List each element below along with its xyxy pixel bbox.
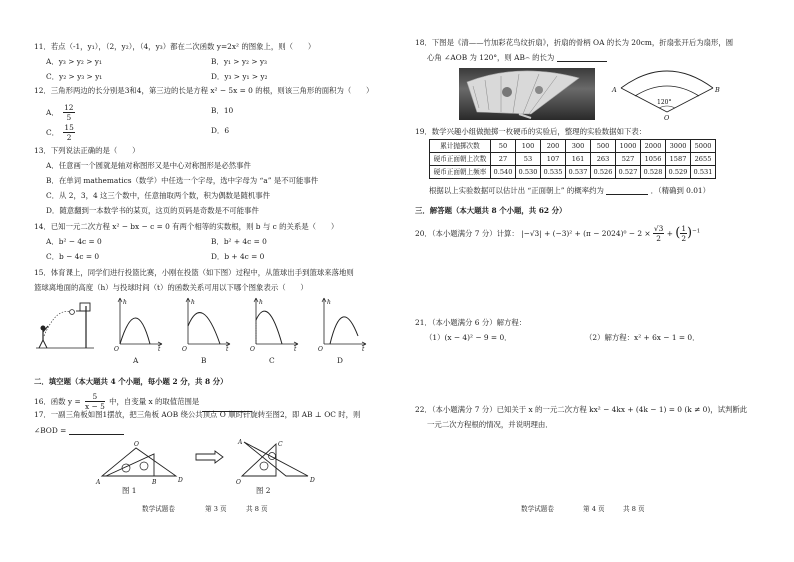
q13-option-d: D．随意翻到一本数学书的某页，这页的页码是奇数是不可能事件 [46,206,259,215]
q20-plus: + [666,228,676,238]
q20-line: 20．（本小题满分 7 分）计算： |−√3| + (−3)² + (π − 2024)⁰ − 2 × $\frac{√3}{2}$ + ( $\frac{1}{2}$ )$^{-1}$ [415,224,701,244]
q14-option-b: B．b² + 4c = 0 [211,237,267,246]
q12-option-c [46,123,75,143]
q13-option-a: A．任意画一个圆就是轴对称图形又是中心对称图形是必然事件 [46,161,251,170]
table-cell: 53 [516,153,541,166]
fig1-o: O [134,441,139,448]
figure-1-caption: 图 1 [122,486,137,495]
q18-answer-blank[interactable] [557,54,607,62]
fig2-o: O [236,479,241,486]
figure-2-caption: 图 2 [256,486,271,495]
right-footer-total: 共 8 页 [623,505,645,513]
q12-a-numerator: 12 [64,103,74,112]
q20-par-den: 2 [681,234,687,244]
q13-stem: 13．下列说法正确的是（ ） [34,146,140,155]
q11-option-b: B．y₁ > y₂ > y₃ [211,57,268,66]
table-cell: 100 [516,140,541,153]
q12-option-d: D．6 [211,126,230,135]
table-cell: 0.537 [566,166,591,179]
table-cell: 0.526 [591,166,616,179]
sector-a: A [612,86,617,94]
table-cell: 527 [616,153,641,166]
q17-line2 [34,426,124,435]
table-row [430,166,716,179]
q14-option-d: D．b + 4c = 0 [211,252,265,261]
folding-fan-photo [459,68,595,120]
sector-b: B [715,86,720,94]
fig1-d: D [178,477,183,484]
table-cell: 0.530 [516,166,541,179]
q19-line1: 19．数学兴趣小组做抛掷一枚硬币的实验后，整理的实验数据如下表： [415,127,647,136]
q13-option-c: C．从 2，3，4 这三个数中，任意抽取两个数，积为偶数是随机事件 [46,191,271,200]
q15-label-b: B [201,356,207,365]
q22-line1: 22．（本小题满分 7 分）已知关于 x 的一元二次方程 kx² − 4kx + (4k − 1) = 0 (k ≠ 0)，试判断此 [415,405,748,414]
q12-stem: 12．三角形两边的长分别是3和4，第三边的长是方程 x² − 5x = 0 的根，则该三角形的面积为（ ） [34,86,374,95]
table-cell: 5000 [691,140,716,153]
q15-a-t: t [158,346,161,353]
q11-option-a: A．y₃ > y₂ > y₁ [46,57,102,66]
table-cell: 0.527 [616,166,641,179]
table-cell: 0.529 [666,166,691,179]
q17-figure-1 [96,440,186,486]
q13-option-b: B．在单词 mathematics（数学）中任选一个字母，选中字母为 “a” 是不可能事件 [46,176,319,185]
q11-option-d: D．y₃ > y₁ > y₂ [211,72,268,81]
table-row [430,140,716,153]
right-page [397,0,794,562]
q11-option-c: C．y₂ > y₃ > y₁ [46,72,103,81]
q20-par-num: 1 [681,224,687,233]
fig1-a: A [96,479,101,486]
table-cell: 27 [491,153,516,166]
table-cell: 263 [591,153,616,166]
q18-line2 [427,53,607,62]
fig1-b: B [152,479,157,486]
q15-b-o: O [182,346,187,353]
q12-a-denominator: 5 [66,113,72,123]
table-cell: 2655 [691,153,716,166]
q12-c-denominator: 2 [66,133,72,143]
table-cell: 1000 [616,140,641,153]
table-cell: 3000 [666,140,691,153]
table-cell: 500 [591,140,616,153]
q14-option-c: C．b − 4c = 0 [46,252,100,261]
q15-graph-b [180,296,232,352]
q15-c-t: t [294,346,297,353]
coin-toss-table [429,139,716,179]
section-3-heading: 三．解答题（本大题共 8 个小题，共 62 分） [415,206,567,215]
table-cell: 硬币正面朝上次数 [430,153,491,166]
fig2-a: A [238,439,243,446]
q12-c-label: C． [46,127,60,137]
q15-label-d: D [337,356,343,365]
q12-c-numerator: 15 [64,123,74,132]
q15-stem-line1: 15．体育课上，同学们进行投篮比赛，小刚在投篮（如下图）过程中，从篮球出手到篮球来落地则 [34,268,354,277]
right-footer-name: 数学试题卷 [521,505,554,513]
q15-a-o: O [114,346,119,353]
q16-pre: 16．函数 y = [34,396,81,406]
table-cell: 2000 [641,140,666,153]
table-cell: 硬币正面朝上频率 [430,166,491,179]
q19-line2-tail: ．（精确到 0.01） [650,186,711,195]
section-2-heading: 二．填空题（本大题共 4 个小题，每小题 2 分，共 8 分） [34,377,228,386]
table-cell: 0.531 [691,166,716,179]
q17-figure-2 [236,438,316,486]
q12-option-a [46,103,75,123]
table-row [430,153,716,166]
q15-b-t: t [226,346,229,353]
q19-line2 [429,186,710,195]
q17-answer-blank[interactable] [69,427,124,435]
table-cell: 累计抛掷次数 [430,140,491,153]
basketball-player-illustration [36,298,96,350]
q15-c-o: O [250,346,255,353]
q20-exponent: −1 [692,228,701,235]
table-cell: 161 [566,153,591,166]
table-cell: 107 [541,153,566,166]
q15-c-h: h [259,299,263,306]
q20-frac-num: √3 [653,224,664,233]
left-footer-total: 共 8 页 [246,505,268,513]
q21-part-2: （2）解方程：x² + 6x − 1 = 0． [585,333,700,342]
table-cell: 1056 [641,153,666,166]
q21-part-1: （1）(x − 4)² − 9 = 0． [425,333,512,342]
table-cell: 300 [566,140,591,153]
q15-a-h: h [123,299,127,306]
q15-graph-a [112,296,164,352]
q14-stem: 14．已知一元二次方程 x² − bx − c = 0 有两个相等的实数根，则 b 与 c 的关系是（ ） [34,222,339,231]
q15-label-c: C [269,356,275,365]
q15-d-o: O [318,346,323,353]
q18-sector-diagram [609,62,729,122]
q20-frac-den: 2 [656,234,661,244]
q22-line2: 一元二次方程根的情况，并说明理由． [427,420,553,429]
q15-graph-d [316,296,368,352]
q11-stem: 11．若点（-1，y₁），（2，y₂），（4，y₃）都在二次函数 y=2x² 的图象上，则（ ） [34,42,316,51]
q20-expr: |−√3| + (−3)² + (π − 2024)⁰ − 2 × [521,228,653,238]
q14-option-a: A．b² − 4c = 0 [46,237,102,246]
sector-angle: 120° [657,99,672,106]
q21-stem: 21．（本小题满分 6 分）解方程： [415,318,527,327]
q19-line2-text: 根据以上实验数据可以估计出 “正面朝上” 的概率约为 [429,186,604,195]
q19-answer-blank[interactable] [606,187,648,195]
q15-stem-line2: 篮球离地面的高度（h）与投球时间（t）的函数关系可用以下哪个图象表示（ ） [34,283,308,292]
q15-label-a: A [133,356,139,365]
left-footer-name: 数学试题卷 [142,505,175,513]
table-cell: 0.528 [641,166,666,179]
q15-graph-c [248,296,300,352]
q16-line [34,392,252,412]
table-cell: 200 [541,140,566,153]
fig2-d: D [310,477,315,484]
table-cell: 1587 [666,153,691,166]
q15-d-t: t [362,346,365,353]
table-cell: 50 [491,140,516,153]
table-cell: 0.535 [541,166,566,179]
q16-numerator: 5 [85,392,105,402]
right-footer-page: 第 4 页 [583,505,605,513]
sector-o: O [664,114,670,122]
q12-option-b: B．10 [211,106,234,115]
table-cell: 0.540 [491,166,516,179]
q20-pre: 20．（本小题满分 7 分）计算： [415,228,519,238]
q18-line2-text: 心角 ∠AOB 为 120°，则 AB⌢ 的长为 [427,53,555,62]
q17-line1: 17．一副三角板如图1摆放，把三角板 AOB 绕公共顶点 O 顺时针旋转至图2，即 AB ⊥ OC 时，则 [34,410,361,419]
q12-a-label: A． [46,107,59,117]
q16-denominator: x − 5 [85,402,105,412]
q15-b-h: h [191,299,195,306]
rotation-arrow-icon [195,450,225,464]
left-footer-page: 第 3 页 [205,505,227,513]
fig2-c: C [278,441,283,448]
q17-bod: ∠BOD = [34,426,67,435]
q16-post: 中，自变量 x 的取值范围是 [109,396,200,406]
q18-line1: 18．下图是《清——竹加彩花鸟纹折扇》，折扇的骨柄 OA 的长为 20cm，折扇张开后为扇形，圆 [415,38,734,47]
q15-d-h: h [327,299,331,306]
fan-photo-shape [459,68,595,120]
